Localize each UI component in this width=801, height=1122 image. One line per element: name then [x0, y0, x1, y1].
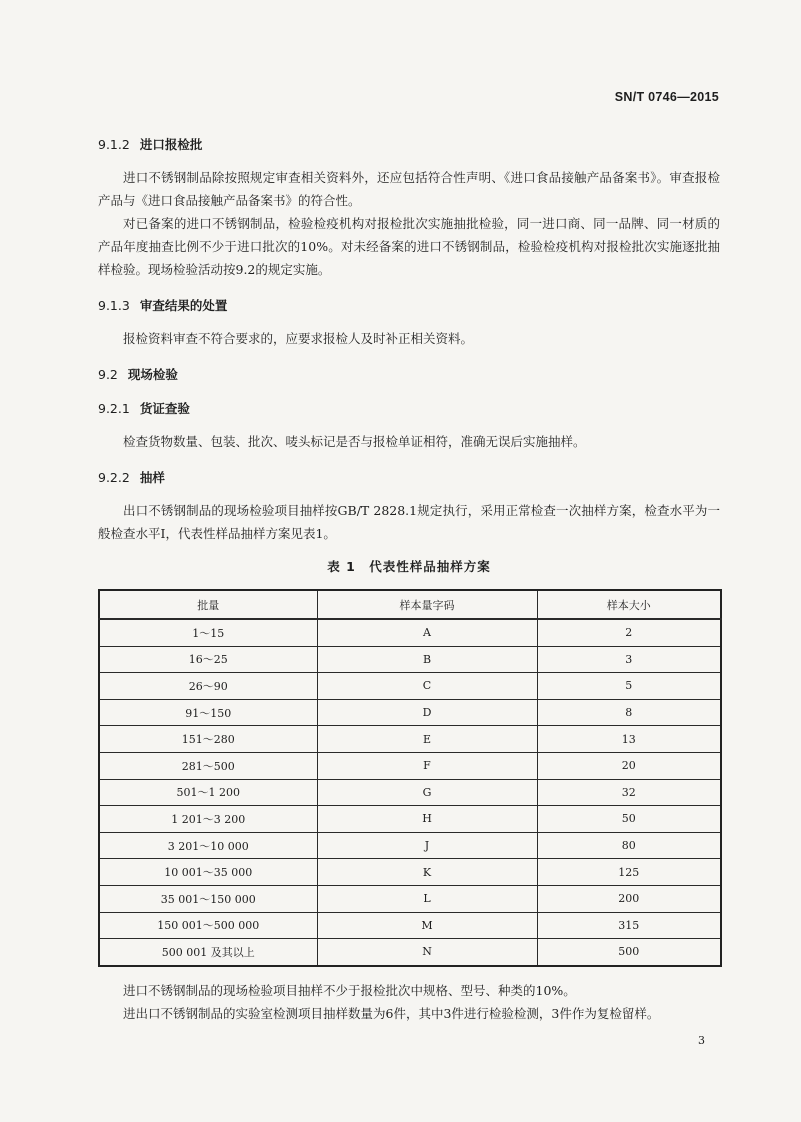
- section-title: 进口报检批: [139, 137, 203, 152]
- note-paragraph: 进口不锈钢制品的现场检验项目抽样不少于报检批次中规格、型号、种类的10%。: [123, 982, 576, 998]
- code-letter-cell: G: [317, 779, 537, 806]
- notes: [98, 979, 720, 1025]
- section-heading-9-2-1: [98, 396, 720, 422]
- lot-size-cell: 1～15: [99, 619, 317, 646]
- table-row: [99, 699, 721, 726]
- section-title: 抽样: [139, 470, 165, 485]
- code-letter-cell: K: [317, 859, 537, 886]
- code-letter-cell: F: [317, 752, 537, 779]
- table-row: [99, 619, 721, 646]
- sample-size-cell: 125: [537, 859, 721, 886]
- code-letter-cell: E: [317, 726, 537, 753]
- column-header-sample-size: 样本大小: [537, 590, 721, 619]
- code-letter-cell: L: [317, 885, 537, 912]
- sample-size-cell: 2: [537, 619, 721, 646]
- table-row: [99, 779, 721, 806]
- lot-size-cell: 501～1 200: [99, 779, 317, 806]
- page-number: 3: [698, 1034, 705, 1047]
- section-number: 9.1.3: [98, 298, 130, 313]
- table-header-row: [99, 590, 721, 619]
- column-header-lot-size: 批量: [99, 590, 317, 619]
- lot-size-cell: 16～25: [99, 646, 317, 673]
- paragraph: 进口不锈钢制品除按照规定审查相关资料外，还应包括符合性声明、《进口食品接触产品备案书》。审查报检产品与《进口食品接触产品备案书》的符合性。: [98, 170, 720, 208]
- table-row: [99, 939, 721, 966]
- code-letter-cell: J: [317, 832, 537, 859]
- lot-size-cell: 151～280: [99, 726, 317, 753]
- code-letter-cell: H: [317, 806, 537, 833]
- paragraph: 检查货物数量、包装、批次、唛头标记是否与报检单证相符，准确无误后实施抽样。: [123, 434, 586, 449]
- code-letter-cell: A: [317, 619, 537, 646]
- table-row: [99, 673, 721, 700]
- sample-size-cell: 13: [537, 726, 721, 753]
- section-title: 现场检验: [127, 367, 178, 382]
- table-title: 表 1 代表性样品抽样方案: [327, 559, 491, 574]
- page-content: [98, 132, 720, 1025]
- lot-size-cell: 10 001～35 000: [99, 859, 317, 886]
- sample-size-cell: 5: [537, 673, 721, 700]
- note-paragraph: 进出口不锈钢制品的实验室检测项目抽样数量为6件，其中3件进行检验检测，3件作为复检留样。: [123, 1005, 660, 1021]
- section-number: 9.2: [98, 367, 118, 382]
- lot-size-cell: 281～500: [99, 752, 317, 779]
- section-heading-9-1-3: [98, 293, 720, 319]
- paragraph: 报检资料审查不符合要求的，应要求报检人及时补正相关资料。: [123, 331, 474, 346]
- sample-size-cell: 3: [537, 646, 721, 673]
- section-heading-9-1-2: [98, 132, 720, 158]
- paragraph: 对已备案的进口不锈钢制品，检验检疫机构对报检批次实施抽批检验，同一进口商、同一品牌、同一材质的产品年度抽查比例不少于进口批次的10%。对未经备案的进口不锈钢制品，检验检疫机构对报检批次实施逐批抽样检验。现场检验活动按9.2的规定实施。: [98, 216, 720, 277]
- lot-size-cell: 500 001 及其以上: [99, 939, 317, 966]
- code-letter-cell: N: [317, 939, 537, 966]
- section-heading-9-2: [98, 362, 720, 388]
- sample-size-cell: 50: [537, 806, 721, 833]
- sample-size-cell: 315: [537, 912, 721, 939]
- sample-size-cell: 80: [537, 832, 721, 859]
- table-row: [99, 912, 721, 939]
- sample-size-cell: 32: [537, 779, 721, 806]
- table-row: [99, 752, 721, 779]
- section-number: 9.2.2: [98, 470, 130, 485]
- sample-size-cell: 200: [537, 885, 721, 912]
- code-letter-cell: B: [317, 646, 537, 673]
- section-title: 审查结果的处置: [139, 298, 228, 313]
- table-row: [99, 859, 721, 886]
- code-letter-cell: C: [317, 673, 537, 700]
- sample-size-cell: 500: [537, 939, 721, 966]
- section-number: 9.1.2: [98, 137, 130, 152]
- section-heading-9-2-2: [98, 465, 720, 491]
- lot-size-cell: 3 201～10 000: [99, 832, 317, 859]
- document-code: SN/T 0746—2015: [614, 90, 719, 104]
- lot-size-cell: 91～150: [99, 699, 317, 726]
- lot-size-cell: 150 001～500 000: [99, 912, 317, 939]
- table-row: [99, 646, 721, 673]
- section-title: 货证查验: [139, 401, 190, 416]
- section-number: 9.2.1: [98, 401, 130, 416]
- column-header-code-letter: 样本量字码: [317, 590, 537, 619]
- paragraph: 出口不锈钢制品的现场检验项目抽样按GB/T 2828.1规定执行，采用正常检查一次抽样方案，检查水平为一般检查水平Ⅰ，代表性样品抽样方案见表1。: [98, 503, 720, 541]
- table-row: [99, 885, 721, 912]
- lot-size-cell: 1 201～3 200: [99, 806, 317, 833]
- code-letter-cell: M: [317, 912, 537, 939]
- sample-size-cell: 8: [537, 699, 721, 726]
- table-row: [99, 806, 721, 833]
- sample-size-cell: 20: [537, 752, 721, 779]
- table-row: [99, 726, 721, 753]
- lot-size-cell: 26～90: [99, 673, 317, 700]
- code-letter-cell: D: [317, 699, 537, 726]
- table-row: [99, 832, 721, 859]
- lot-size-cell: 35 001～150 000: [99, 885, 317, 912]
- sampling-plan-table: [98, 589, 722, 967]
